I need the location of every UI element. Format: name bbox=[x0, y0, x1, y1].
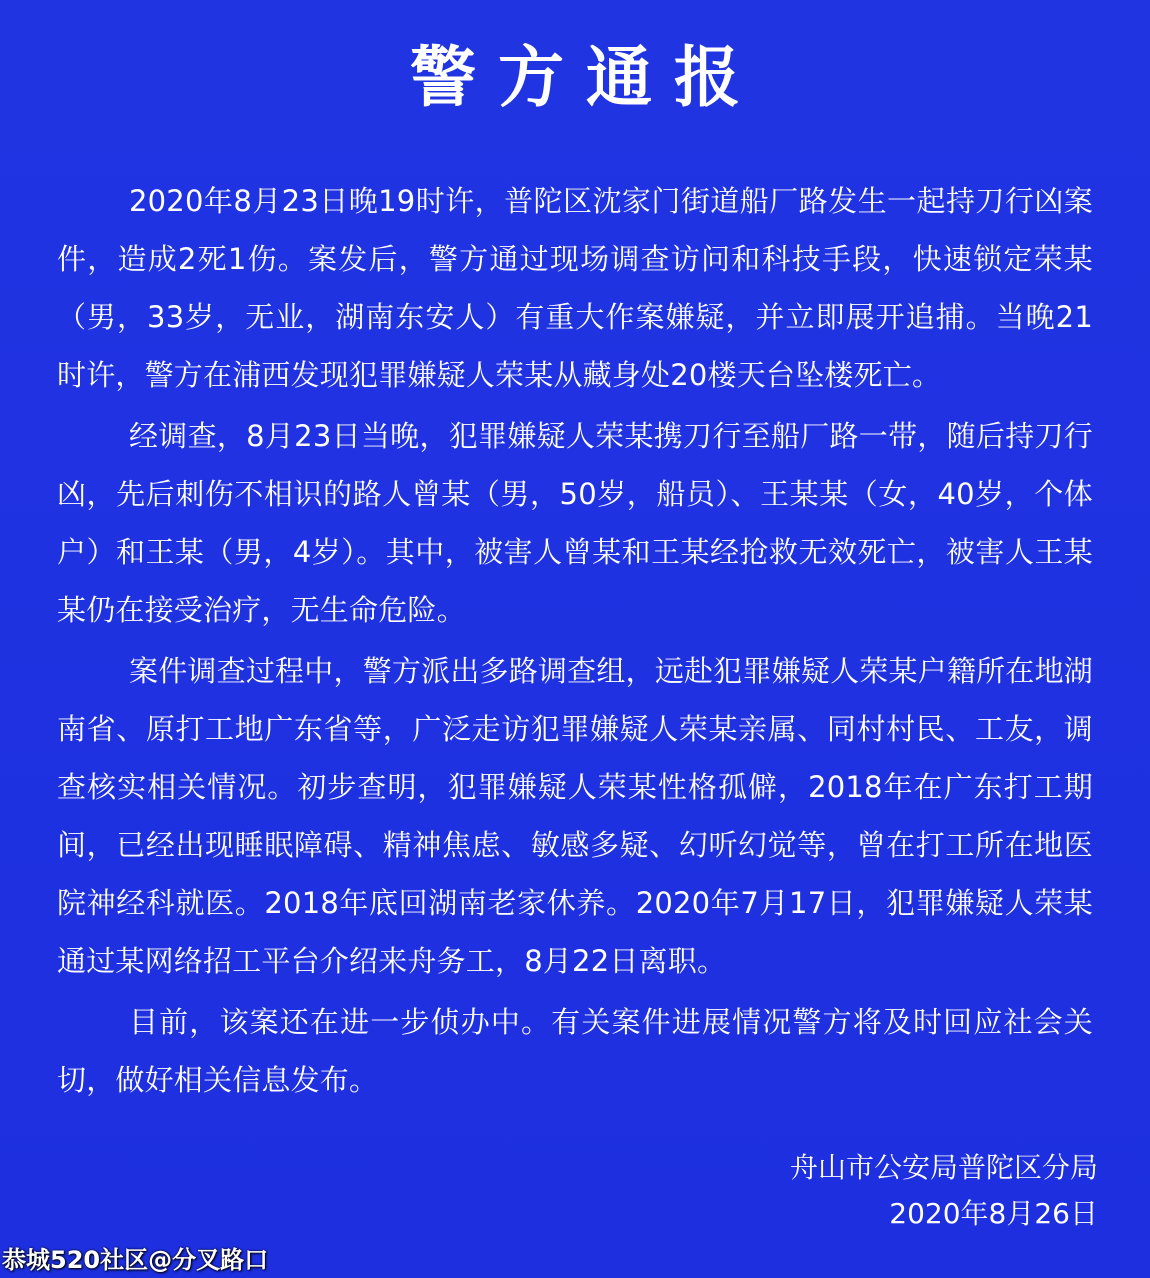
paragraph-4: 目前，该案还在进一步侦办中。有关案件进展情况警方将及时回应社会关切，做好相关信息发布。 bbox=[57, 1005, 1093, 1097]
notice-title: 警方通报 bbox=[410, 39, 762, 116]
paragraph-3: 案件调查过程中，警方派出多路调查组，远赴犯罪嫌疑人荣某户籍所在地湖南省、原打工地广东省等，广泛走访犯罪嫌疑人荣某亲属、同村村民、工友，调查核实相关情况。初步查明，犯罪嫌疑人荣某性格孤僻，2018年在广东打工期间，已经出现睡眠障碍、精神焦虑、敏感多疑、幻听幻觉等，曾在打工所在地医院神经科就医。2018年底回湖南老家休养。2020年7月17日，犯罪嫌疑人荣某通过某网络招工平台介绍来舟务工，8月22日离职。 bbox=[57, 654, 1093, 978]
source-watermark: 恭城520社区@分叉路口 bbox=[2, 1246, 269, 1274]
issue-date: 2020年8月26日 bbox=[889, 1197, 1098, 1230]
issuer-signature: 舟山市公安局普陀区分局 bbox=[789, 1151, 1098, 1184]
paragraph-1: 2020年8月23日晚19时许，普陀区沈家门街道船厂路发生一起持刀行凶案件，造成2死1伤。案发后，警方通过现场调查访问和科技手段，快速锁定荣某（男，33岁，无业，湖南东安人）有重大作案嫌疑，并立即展开追捕。当晚21时许，警方在浦西发现犯罪嫌疑人荣某从藏身处20楼天台坠楼死亡。 bbox=[57, 184, 1093, 392]
notice-body bbox=[57, 172, 1093, 1112]
paragraph-2: 经调查，8月23日当晚，犯罪嫌疑人荣某携刀行至船厂路一带，随后持刀行凶，先后刺伤不相识的路人曾某（男，50岁，船员）、王某某（女，40岁，个体户）和王某（男，4岁）。其中，被害人曾某和王某经抢救无效死亡，被害人王某某仍在接受治疗，无生命危险。 bbox=[57, 419, 1093, 627]
